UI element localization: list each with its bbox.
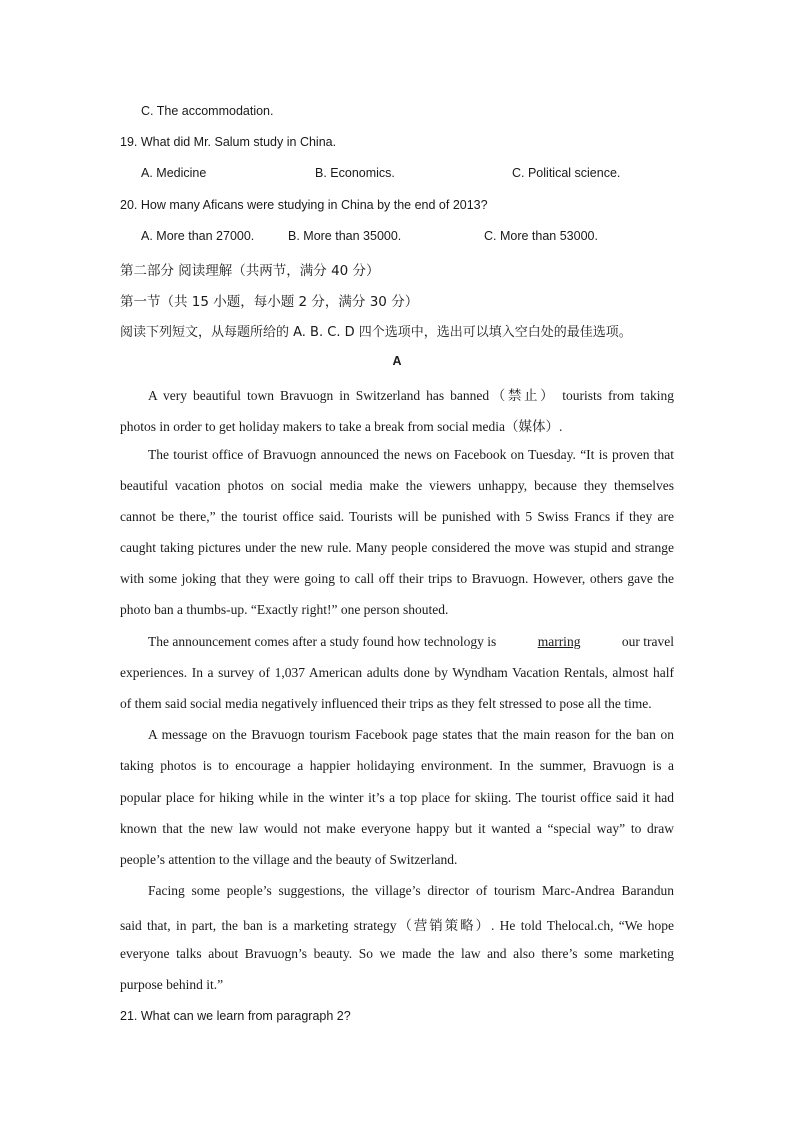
passage-line: The tourist office of Bravuogn announced the news on Facebook on Tuesday. “It is proven that [148,447,674,462]
passage-line: purpose behind it.” [120,977,224,992]
q19-question: 19. What did Mr. Salum study in China. [120,135,337,149]
q20-option-b: B. More than 35000. [288,229,402,243]
passage-line: beautiful vacation photos on social media make the viewers unhappy, because they themselves [120,478,674,493]
passage-line: experiences. In a survey of 1,037 American adults done by Wyndham Vacation Rentals, almost half [120,665,674,680]
passage-line: A very beautiful town Bravuogn in Switzerland has banned（禁止） tourists from taking [148,388,674,403]
passage-line: photos in order to get holiday makers to take a break from social media（媒体）. [120,419,563,434]
passage-line: Facing some people’s suggestions, the village’s director of tourism Marc-Andrea Barandun [148,883,674,898]
q19-option-a: A. Medicine [141,166,207,180]
passage-line-part: The announcement comes after a study found how technology is [148,634,497,649]
q20-option-a: A. More than 27000. [141,229,255,243]
q21-question: 21. What can we learn from paragraph 2? [120,1009,351,1023]
passage-line: said that, in part, the ban is a marketing strategy（营销策略）. He told Thelocal.ch, “We hope [120,918,674,933]
passage-line [148,634,674,650]
q20-question: 20. How many Aficans were studying in China by the end of 2013? [120,198,488,212]
section-title: 第一节（共 15 小题，每小题 2 分，满分 30 分） [120,294,419,310]
q18-option-c: C. The accommodation. [141,104,274,118]
passage-line: A message on the Bravuogn tourism Facebook page states that the main reason for the ban on [148,727,674,742]
underlined-word: marring [537,634,581,649]
passage-line: of them said social media negatively influenced their trips as they felt stressed to pose all the time. [120,696,652,711]
passage-line: caught taking pictures under the new rule. Many people considered the move was stupid and strange [120,540,674,555]
passage-line: known that the new law would not make everyone happy but it wanted a “special way” to draw [120,821,674,836]
passage-line: popular place for hiking while in the winter it’s a top place for skiing. The tourist office said it had [120,790,674,805]
section-instruction: 阅读下列短文，从每题所给的 A. B. C. D 四个选项中，选出可以填入空白处的最佳选项。 [120,325,632,340]
passage-line: everyone talks about Bravuogn’s beauty. So we made the law and also there’s some marketing [120,946,674,961]
part-title: 第二部分 阅读理解（共两节，满分 40 分） [120,263,380,279]
q19-option-c: C. Political science. [512,166,621,180]
q19-option-b: B. Economics. [315,166,395,180]
passage-line: people’s attention to the village and the beauty of Switzerland. [120,852,458,867]
passage-line-part: our travel [621,634,674,649]
passage-line: with some joking that they were going to call off their trips to Bravuogn. However, others gave the [120,571,674,586]
q20-option-c: C. More than 53000. [484,229,598,243]
passage-line: photo ban a thumbs-up. “Exactly right!” one person shouted. [120,602,449,617]
passage-heading: A [392,354,402,368]
passage-line: cannot be there,” the tourist office said. Tourists will be punished with 5 Swiss Francs if they are [120,509,674,524]
passage-line: taking photos is to encourage a happier holidaying environment. In the summer, Bravuogn is a [120,758,674,773]
